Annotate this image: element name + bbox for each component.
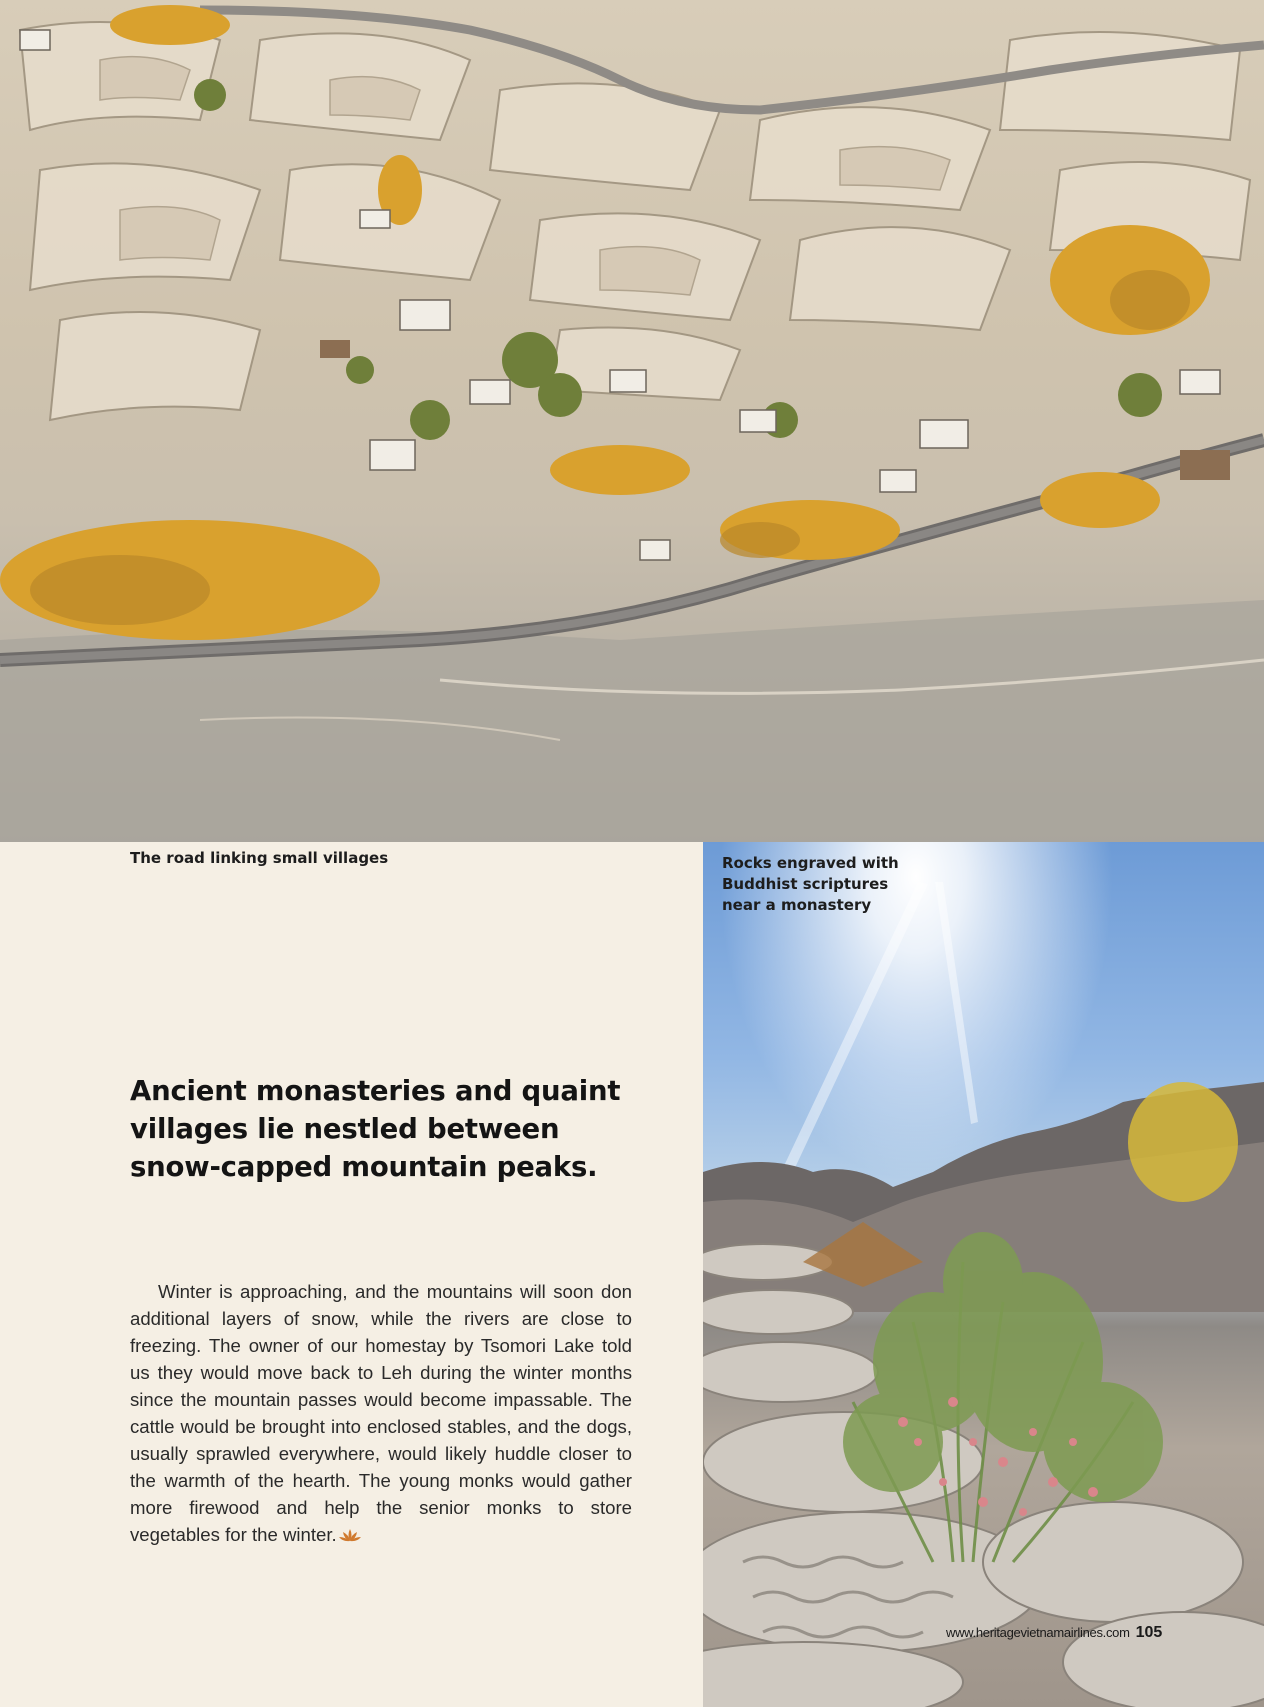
- mani-stones-illustration: [703, 842, 1264, 1707]
- page-footer: [946, 1624, 1162, 1642]
- article-body-text: Winter is approaching, and the mountains will soon don additional layers of snow, while the rivers are close to freezing. The owner of our homestay by Tsomori Lake told us they would move back to Leh during the winter months since the mountain passes would become impassable. The cattle would be brought into enclosed stables, and the dogs, usually sprawled everywhere, would likely huddle closer to the warmth of the hearth. The young monks would gather more firewood and help the senior monks to store vegetables for the winter.: [130, 1281, 632, 1545]
- top-photo-caption: The road linking small villages: [130, 849, 389, 867]
- aerial-village-illustration: [0, 0, 1264, 842]
- page-number: 105: [1135, 1624, 1163, 1641]
- article-body: [130, 1278, 632, 1548]
- mani-stones-photo: [703, 842, 1264, 1707]
- aerial-village-photo: [0, 0, 1264, 842]
- right-photo-caption: Rocks engraved with Buddhist scriptures near a monastery: [722, 854, 899, 914]
- website-url[interactable]: www.heritagevietnamairlines.com: [946, 1625, 1130, 1640]
- lotus-icon: [339, 1528, 361, 1542]
- pull-quote: Ancient monasteries and quaint villages lie nestled between snow-capped mountain peaks.: [130, 1075, 621, 1183]
